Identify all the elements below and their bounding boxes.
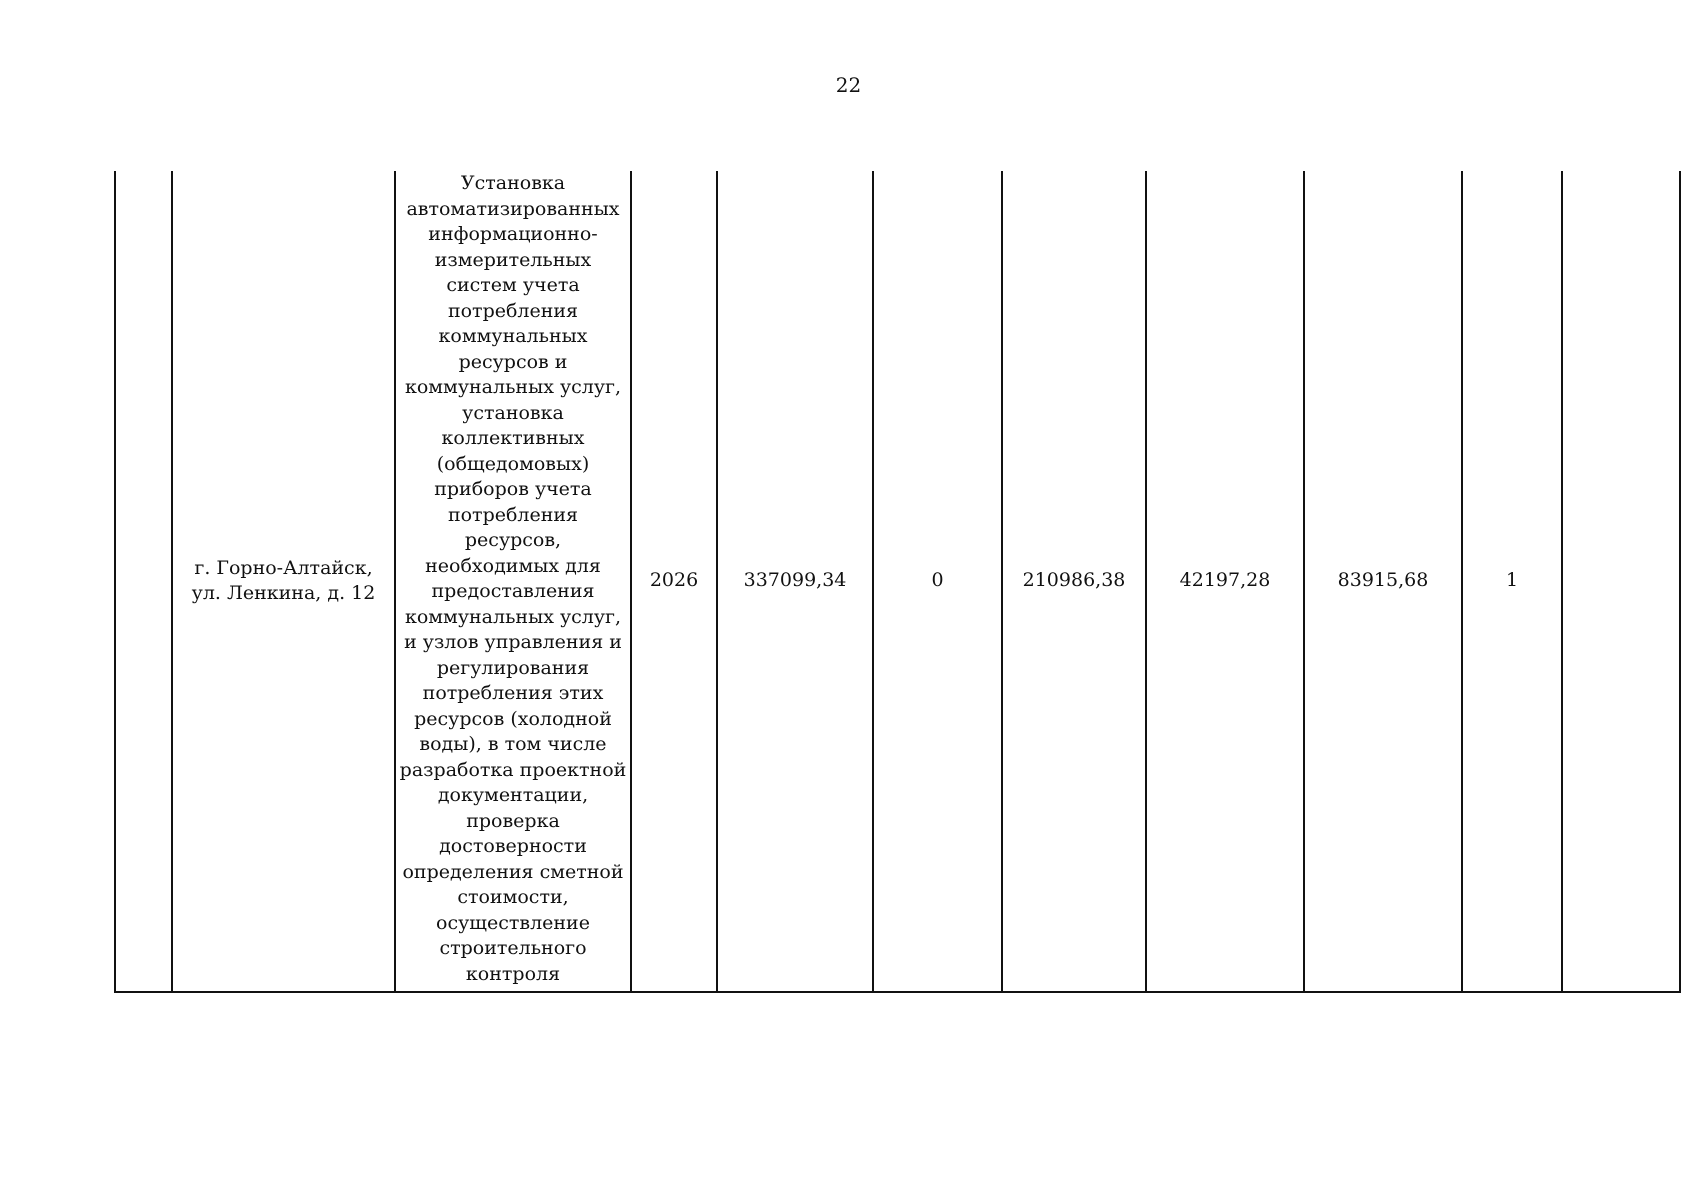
work-description-line: приборов учета [434,478,592,500]
value-3-cell [1146,171,1304,992]
work-description [396,171,630,987]
work-description-line: потребления [447,503,579,526]
work-description-line: установка [462,401,564,424]
work-description-line: стоимости, [457,886,569,908]
value-6-cell [1562,171,1680,992]
work-description-line: документации, [437,784,589,806]
work-description-line: коммунальных услуг, [404,605,622,628]
work-description-line: предоставления [431,580,595,602]
work-description-line: необходимых для [425,554,601,577]
value-4-cell [1304,171,1462,992]
work-description-line: ресурсов и [458,350,568,373]
value-1: 0 [931,569,944,592]
value-5: 1 [1505,569,1519,592]
works-table [114,171,1681,993]
table-row [115,171,1680,992]
work-description-line: Установка [460,172,566,194]
work-description-line: измерительных [434,248,592,271]
work-description-line: регулирования [436,656,590,679]
work-description-line: коммунальных [438,325,588,347]
work-description-line: потребления [447,299,579,322]
address-line-1: г. Горно-Алтайск, [194,556,373,579]
work-description-line: достоверности [439,835,587,857]
work-description-line: потребления этих [422,682,604,704]
work-description-line: строительного [439,937,587,959]
work-description-line: коммунальных услуг, [404,376,622,398]
work-description-line: информационно- [428,223,598,245]
value-1-cell [873,171,1002,992]
total-cost-cell [717,171,873,992]
page-number: 22 [835,73,862,97]
work-description-line: и узлов управления и [404,631,622,653]
value-2-cell [1002,171,1146,992]
work-description-cell [395,171,631,992]
value-5-cell [1462,171,1562,992]
work-description-line: коллективных [441,427,585,449]
value-3: 42197,28 [1179,569,1271,592]
work-description-line: систем учета [446,274,580,296]
work-description-line: осуществление [436,911,590,934]
value-4: 83915,68 [1337,569,1429,592]
year: 2026 [649,569,699,592]
work-description-line: контроля [465,962,561,985]
work-description-line: ресурсов (холодной [414,707,612,730]
address-line-2: ул. Ленкина, д. 12 [191,582,376,604]
work-description-line: (общедомовых) [436,452,590,475]
value-2: 210986,38 [1022,569,1126,592]
row-index-cell [115,171,172,992]
total-cost: 337099,34 [743,569,847,592]
year-cell [631,171,717,992]
work-description-line: разработка проектной [399,758,627,781]
work-description-line: воды), в том числе [419,733,607,755]
work-description-line: ресурсов, [464,529,562,551]
work-description-line: определения сметной [402,860,624,883]
address-cell [172,171,395,992]
work-description-line: автоматизированных [406,197,620,220]
work-description-line: проверка [466,809,560,832]
